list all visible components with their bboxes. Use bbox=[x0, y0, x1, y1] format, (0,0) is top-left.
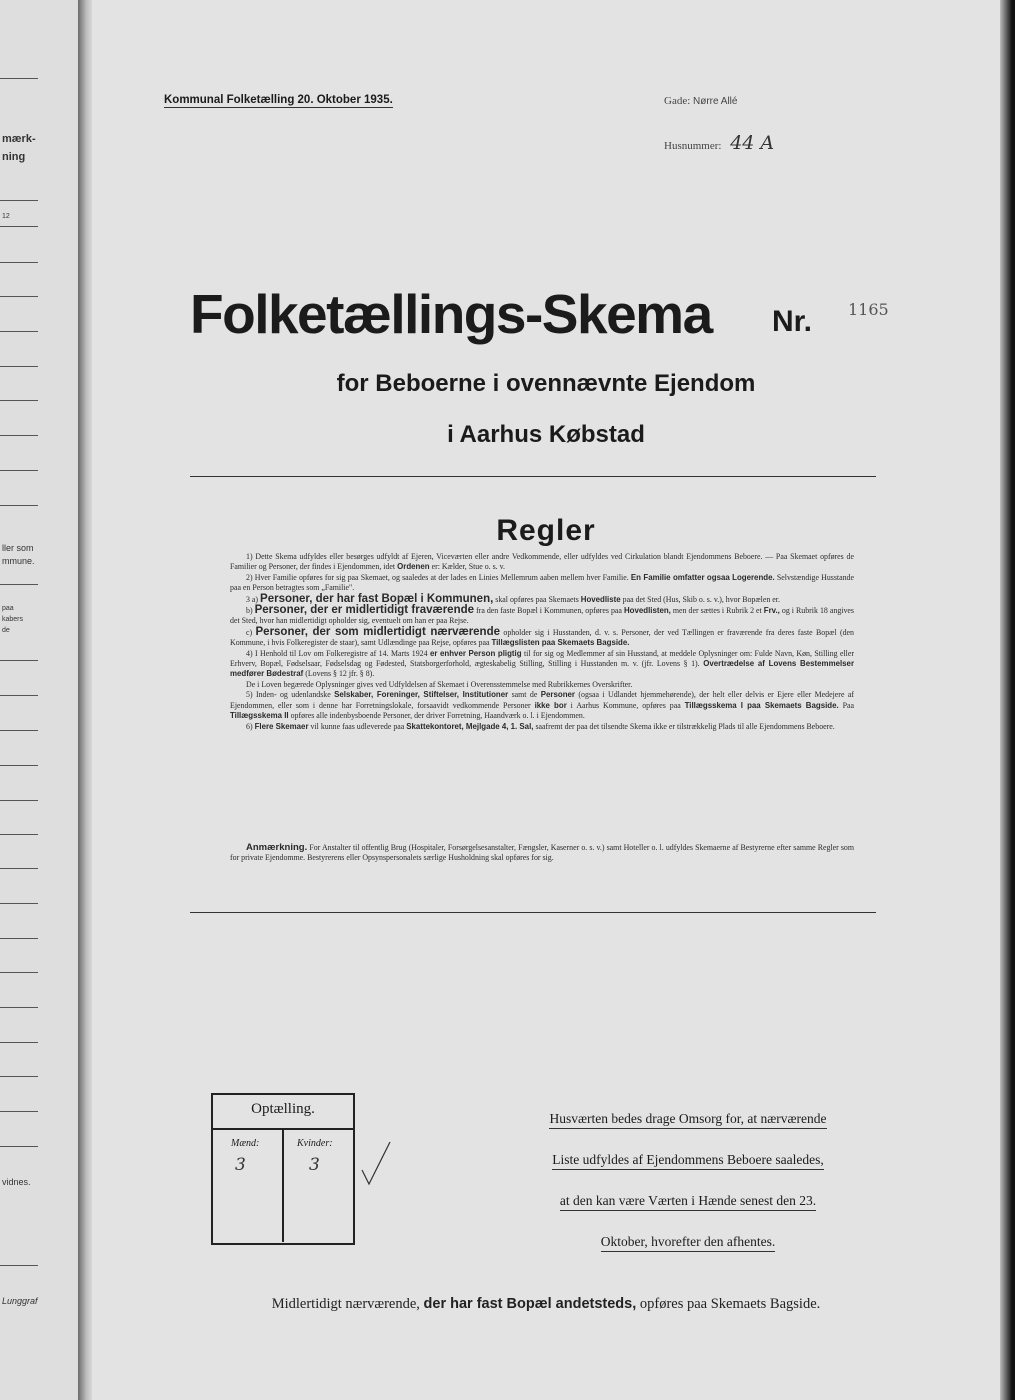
margin-text: kabers bbox=[2, 616, 24, 623]
margin-rule bbox=[0, 1146, 38, 1147]
margin-rule bbox=[0, 1007, 38, 1008]
husnummer-value: 44 A bbox=[730, 132, 775, 154]
optaelling-box bbox=[211, 1093, 355, 1245]
anmaerkning-text: Anmærkning. For Anstalter til offentlig Brug (Hospitaler, Forsørgelsesanstalter, Fængsler, Kaserner o. s. v.) samt Hoteller o. l. udfyldes Skemaerne af Bestyrerne efter samme Regler som for private Ejendomme. Bestyrerens eller Opsynspersonalets særlige Husholdning skal opføres for sig. bbox=[230, 842, 854, 863]
margin-rule bbox=[0, 262, 38, 263]
margin-rule bbox=[0, 730, 38, 731]
divider-rule bbox=[190, 912, 876, 913]
form-nr-value: 1165 bbox=[848, 300, 889, 319]
regler-text bbox=[230, 552, 854, 732]
margin-rule bbox=[0, 470, 38, 471]
margin-handwriting: Lunggraf bbox=[2, 1296, 38, 1306]
rule-3b: b) Personer, der er midlertidigt fraværende fra den faste Bopæl i Kommunen, opføres paa Hovedlisten, men der sættes i Rubrik 2 et Frv., og i Rubrik 18 angives det Sted, hvor han midlertidigt opholder sig, eventuelt om han er paa Rejse. bbox=[230, 604, 854, 626]
margin-rule bbox=[0, 1265, 38, 1266]
rule-4: 4) I Henhold til Lov om Folkeregistre af 14. Marts 1924 er enhver Person pligtig til for sig og Medlemmer af sin Husstand, at meddele Oplysninger om: Fulde Navn, Køn, Stilling eller Erhverv, Bopæl, Fødselsaar, Fødselsdag og Fødested, Statsborgerforhold, ægteskabelig Stilling, Stilling i Husstanden m. v. (jfr. Lovens § 1). Overtrædelse af Lovens Bestemmelser medfører Bødestraf (Lovens § 12 jfr. § 8). bbox=[230, 648, 855, 679]
margin-rule bbox=[0, 366, 38, 367]
margin-rule bbox=[0, 584, 38, 585]
margin-rule bbox=[0, 834, 38, 835]
margin-rule bbox=[0, 800, 38, 801]
notice-line: Husværten bedes drage Omsorg for, at nærværende bbox=[549, 1111, 826, 1129]
divider-rule bbox=[190, 476, 876, 477]
census-header: Kommunal Folketælling 20. Oktober 1935. bbox=[164, 94, 393, 106]
husnummer-label: Husnummer: bbox=[664, 140, 722, 152]
margin-rule bbox=[0, 505, 38, 506]
margin-rule bbox=[0, 972, 38, 973]
margin-rule bbox=[0, 765, 38, 766]
form-subtitle-2: i Aarhus Købstad bbox=[447, 421, 645, 448]
book-fold bbox=[78, 0, 92, 1400]
margin-text: de bbox=[2, 627, 10, 634]
notice-line: Oktober, hvorefter den afhentes. bbox=[601, 1234, 776, 1252]
regler-heading: Regler bbox=[496, 514, 596, 547]
margin-text: ning bbox=[2, 151, 26, 163]
margin-rule bbox=[0, 903, 38, 904]
margin-rule bbox=[0, 938, 38, 939]
margin-rule bbox=[0, 200, 38, 201]
rule-4b: De i Loven begærede Oplysninger gives ved Udfyldelsen af Skemaet i Overensstemmelse med Rubrikkernes Overskrifter. bbox=[246, 679, 633, 689]
notice-line: Liste udfyldes af Ejendommens Beboere saaledes, bbox=[552, 1152, 823, 1170]
margin-rule bbox=[0, 868, 38, 869]
margin-rule bbox=[0, 400, 38, 401]
margin-rule bbox=[0, 435, 38, 436]
form-nr-label: Nr. bbox=[772, 305, 813, 338]
census-form-page bbox=[92, 0, 1000, 1400]
checkmark-icon bbox=[360, 1140, 392, 1188]
rule-2: 2) Hver Familie opføres for sig paa Skemaet, og saaledes at der lades en Linies Mellemrum aaben mellem hver Familie. En Familie omfatter ogsaa Logerende. Selvstændige Husstande paa en Person betragtes som „Familie". bbox=[230, 572, 854, 593]
margin-rule bbox=[0, 1111, 38, 1112]
rule-6: 6) Flere Skemaer vil kunne faas udleverede paa Skattekontoret, Mejlgade 4, 1. Sal, saafremt der paa det tilsendte Skema ikke er tilstrækkelig Plads til alle Ejendommens Beboere. bbox=[246, 721, 835, 731]
rule-5: 5) Inden- og udenlandske Selskaber, Foreninger, Stiftelser, Institutioner samt de Personer (ogsaa i Udlandet hjemmehørende), der helt eller delvis er Ejere eller Medejere af Ejendommen, eller som i denne har Forretningslokale, forsaavidt vedkommende Personer ikke bor i Aarhus Kommune, opføres paa Tillægsskema I paa Skemaets Bagside. Paa Tillægsskema II opføres alle indenbysboende Personer, der driver Forretning, Haandværk o. l. i Ejendommen. bbox=[230, 690, 854, 721]
footer-note: Midlertidigt nærværende, der har fast Bopæl andetsteds, opføres paa Skemaets Bagside. bbox=[271, 1296, 821, 1312]
margin-rule bbox=[0, 1042, 38, 1043]
page-edge bbox=[1000, 0, 1015, 1400]
margin-rule bbox=[0, 695, 38, 696]
margin-text: vidnes. bbox=[2, 1177, 31, 1187]
gade-field bbox=[664, 95, 737, 107]
kvinder-value: 3 bbox=[309, 1155, 320, 1175]
rule-3a: 3 a) Personer, der har fast Bopæl i Kommunen, skal opføres paa Skemaets Hovedliste paa det Sted (Hus, Skib o. s. v.), hvor Bopælen er. bbox=[246, 592, 780, 605]
notice-line: at den kan være Værten i Hænde senest den 23. bbox=[560, 1193, 816, 1211]
margin-text: ller som bbox=[2, 543, 34, 553]
husnummer-field bbox=[664, 132, 774, 154]
anmaerkning-label: Anmærkning. bbox=[246, 842, 308, 853]
rule-3c: c) Personer, der som midlertidigt nærværende opholder sig i Husstanden, d. v. s. Personer, der ved Tællingen er fraværende fra deres faste Bopæl (den Kommune, i hvis Folkeregister de staar), samt Udlændinge paa Rejse, opføres paa Tillægslisten paa Skemaets Bagside. bbox=[230, 625, 855, 648]
form-title: Folketællings-Skema bbox=[190, 283, 712, 345]
margin-text: paa bbox=[2, 605, 14, 612]
margin-rule bbox=[0, 226, 38, 227]
margin-rule bbox=[0, 1076, 38, 1077]
gade-label: Gade: bbox=[664, 95, 691, 107]
optaelling-title: Optælling. bbox=[251, 1101, 315, 1117]
maend-label: Mænd: bbox=[231, 1138, 260, 1149]
rule-1: 1) Dette Skema udfyldes eller besørges udfyldt af Ejeren, Viceværten eller andre Vedkommende, eller udfyldes ved Cirkulation blandt Ejendommens Beboere. — Paa Skemaet opføres de Familier og Personer, der findes i Ejendommen, idet Ordenen er: Kælder, Stue o. s. v. bbox=[230, 552, 854, 572]
kvinder-label: Kvinder: bbox=[297, 1138, 333, 1149]
margin-rule bbox=[0, 331, 38, 332]
form-subtitle-1: for Beboerne i ovennævnte Ejendom bbox=[336, 370, 756, 397]
margin-text: mærk- bbox=[2, 133, 36, 145]
maend-value: 3 bbox=[235, 1155, 246, 1175]
margin-rule bbox=[0, 660, 38, 661]
margin-text: mmune. bbox=[2, 556, 35, 566]
left-adjacent-page bbox=[0, 0, 78, 1400]
gade-value: Nørre Allé bbox=[693, 96, 738, 107]
margin-text: 12 bbox=[2, 213, 10, 220]
margin-rule bbox=[0, 296, 38, 297]
husvaert-notice bbox=[510, 1098, 866, 1262]
optaelling-column-divider bbox=[282, 1129, 284, 1242]
margin-rule bbox=[0, 78, 38, 79]
